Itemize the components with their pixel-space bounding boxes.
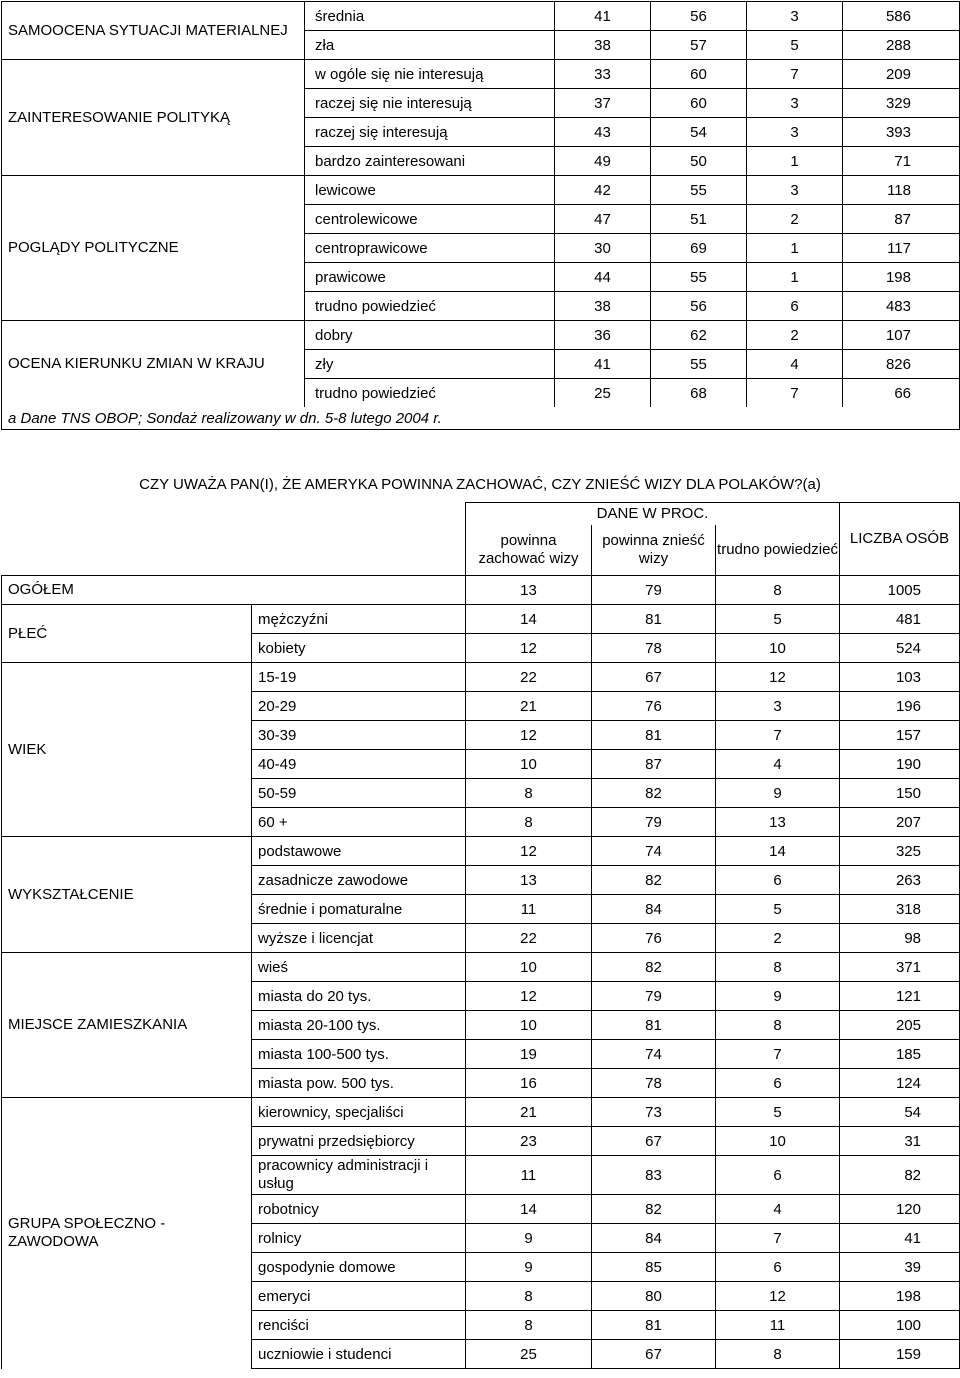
count-cell: 100 <box>840 1311 960 1340</box>
count-cell: 586 <box>843 2 960 31</box>
row-label: emeryci <box>252 1282 466 1311</box>
table-row <box>2 1098 960 1127</box>
count-cell: 198 <box>843 263 960 292</box>
value-cell: 12 <box>466 982 592 1011</box>
value-cell: 8 <box>466 808 592 837</box>
row-label: 15-19 <box>252 663 466 692</box>
value-cell: 56 <box>651 2 747 31</box>
value-cell: 10 <box>466 750 592 779</box>
value-cell: 60 <box>651 60 747 89</box>
value-cell: 10 <box>716 1127 840 1156</box>
count-cell: 209 <box>843 60 960 89</box>
count-cell: 196 <box>840 692 960 721</box>
value-cell: 60 <box>651 89 747 118</box>
value-cell: 85 <box>592 1253 716 1282</box>
value-cell: 3 <box>716 692 840 721</box>
count-cell: 325 <box>840 837 960 866</box>
count-cell: 117 <box>843 234 960 263</box>
value-cell: 62 <box>651 321 747 350</box>
value-cell: 38 <box>555 292 651 321</box>
value-cell: 56 <box>651 292 747 321</box>
value-cell: 9 <box>716 779 840 808</box>
value-cell: 11 <box>466 1156 592 1195</box>
table-row <box>2 60 960 89</box>
table-row <box>2 605 960 634</box>
value-cell: 74 <box>592 837 716 866</box>
value-cell: 47 <box>555 205 651 234</box>
count-cell: 198 <box>840 1282 960 1311</box>
value-cell: 41 <box>555 350 651 379</box>
value-cell: 67 <box>592 1340 716 1369</box>
value-cell: 12 <box>466 634 592 663</box>
count-cell: 1005 <box>840 576 960 605</box>
table-row <box>2 176 960 205</box>
row-label: zły <box>305 350 555 379</box>
category-label: POGLĄDY POLITYCZNE <box>2 176 305 321</box>
value-cell: 14 <box>466 1195 592 1224</box>
value-cell: 7 <box>747 379 843 408</box>
row-label: mężczyźni <box>252 605 466 634</box>
value-cell: 8 <box>466 1311 592 1340</box>
row-label: prywatni przedsiębiorcy <box>252 1127 466 1156</box>
count-cell: 31 <box>840 1127 960 1156</box>
row-label: lewicowe <box>305 176 555 205</box>
footnote-row <box>2 407 960 430</box>
value-cell: 79 <box>592 576 716 605</box>
header-trudno: trudno powiedzieć <box>716 525 840 576</box>
header-group: DANE W PROC. <box>466 503 840 526</box>
value-cell: 22 <box>466 924 592 953</box>
row-label: zła <box>305 31 555 60</box>
count-cell: 393 <box>843 118 960 147</box>
value-cell: 9 <box>716 982 840 1011</box>
row-label: 50-59 <box>252 779 466 808</box>
count-cell: 185 <box>840 1040 960 1069</box>
category-label: GRUPA SPOŁECZNO - ZAWODOWA <box>2 1098 252 1369</box>
value-cell: 12 <box>466 837 592 866</box>
table-row <box>2 2 960 31</box>
count-cell: 82 <box>840 1156 960 1195</box>
value-cell: 6 <box>716 866 840 895</box>
value-cell: 9 <box>466 1224 592 1253</box>
value-cell: 13 <box>466 576 592 605</box>
row-label: średnie i pomaturalne <box>252 895 466 924</box>
row-label: prawicowe <box>305 263 555 292</box>
category-label: WIEK <box>2 663 252 837</box>
count-cell: 41 <box>840 1224 960 1253</box>
value-cell: 69 <box>651 234 747 263</box>
count-cell: 107 <box>843 321 960 350</box>
row-label: 30-39 <box>252 721 466 750</box>
value-cell: 87 <box>592 750 716 779</box>
value-cell: 21 <box>466 692 592 721</box>
value-cell: 11 <box>716 1311 840 1340</box>
value-cell: 84 <box>592 1224 716 1253</box>
value-cell: 55 <box>651 176 747 205</box>
value-cell: 2 <box>747 321 843 350</box>
footnote: a Dane TNS OBOP; Sondaż realizowany w dn. 5-8 lutego 2004 r. <box>2 407 960 430</box>
value-cell: 8 <box>466 779 592 808</box>
value-cell: 41 <box>555 2 651 31</box>
category-label: OCENA KIERUNKU ZMIAN W KRAJU <box>2 321 305 408</box>
value-cell: 76 <box>592 924 716 953</box>
value-cell: 82 <box>592 779 716 808</box>
row-label: trudno powiedzieć <box>305 292 555 321</box>
value-cell: 13 <box>716 808 840 837</box>
value-cell: 1 <box>747 263 843 292</box>
value-cell: 80 <box>592 1282 716 1311</box>
value-cell: 78 <box>592 1069 716 1098</box>
value-cell: 6 <box>716 1156 840 1195</box>
count-cell: 39 <box>840 1253 960 1282</box>
count-cell: 103 <box>840 663 960 692</box>
value-cell: 3 <box>747 118 843 147</box>
value-cell: 12 <box>716 663 840 692</box>
value-cell: 4 <box>747 350 843 379</box>
table-row <box>2 576 960 605</box>
value-cell: 8 <box>716 576 840 605</box>
value-cell: 76 <box>592 692 716 721</box>
header-liczba: LICZBA OSÓB <box>840 503 960 576</box>
row-label: wieś <box>252 953 466 982</box>
value-cell: 5 <box>716 1098 840 1127</box>
count-cell: 205 <box>840 1011 960 1040</box>
value-cell: 6 <box>747 292 843 321</box>
value-cell: 79 <box>592 982 716 1011</box>
count-cell: 54 <box>840 1098 960 1127</box>
value-cell: 57 <box>651 31 747 60</box>
value-cell: 10 <box>466 953 592 982</box>
value-cell: 74 <box>592 1040 716 1069</box>
value-cell: 7 <box>716 1224 840 1253</box>
value-cell: 14 <box>466 605 592 634</box>
row-label: dobry <box>305 321 555 350</box>
table-row <box>2 663 960 692</box>
table-title: CZY UWAŻA PAN(I), ŻE AMERYKA POWINNA ZACHOWAĆ, CZY ZNIEŚĆ WIZY DLA POLAKÓW?(a) <box>139 476 821 493</box>
count-cell: 87 <box>843 205 960 234</box>
row-label: wyższe i licencjat <box>252 924 466 953</box>
category-label: ZAINTERESOWANIE POLITYKĄ <box>2 60 305 176</box>
value-cell: 37 <box>555 89 651 118</box>
value-cell: 25 <box>466 1340 592 1369</box>
value-cell: 8 <box>716 953 840 982</box>
row-label: raczej się interesują <box>305 118 555 147</box>
row-label: w ogóle się nie interesują <box>305 60 555 89</box>
value-cell: 68 <box>651 379 747 408</box>
value-cell: 6 <box>716 1069 840 1098</box>
value-cell: 5 <box>716 895 840 924</box>
value-cell: 16 <box>466 1069 592 1098</box>
value-cell: 42 <box>555 176 651 205</box>
category-label: PŁEĆ <box>2 605 252 663</box>
value-cell: 12 <box>716 1282 840 1311</box>
count-cell: 524 <box>840 634 960 663</box>
count-cell: 207 <box>840 808 960 837</box>
row-label: pracownicy administracji i usług <box>252 1156 466 1195</box>
value-cell: 25 <box>555 379 651 408</box>
row-label: trudno powiedzieć <box>305 379 555 408</box>
count-cell: 288 <box>843 31 960 60</box>
value-cell: 78 <box>592 634 716 663</box>
value-cell: 6 <box>716 1253 840 1282</box>
value-cell: 7 <box>716 721 840 750</box>
count-cell: 98 <box>840 924 960 953</box>
value-cell: 51 <box>651 205 747 234</box>
row-label: kierownicy, specjaliści <box>252 1098 466 1127</box>
value-cell: 7 <box>716 1040 840 1069</box>
count-cell: 71 <box>843 147 960 176</box>
count-cell: 263 <box>840 866 960 895</box>
count-cell: 159 <box>840 1340 960 1369</box>
count-cell: 481 <box>840 605 960 634</box>
count-cell: 371 <box>840 953 960 982</box>
value-cell: 81 <box>592 1311 716 1340</box>
value-cell: 83 <box>592 1156 716 1195</box>
value-cell: 49 <box>555 147 651 176</box>
value-cell: 19 <box>466 1040 592 1069</box>
value-cell: 2 <box>716 924 840 953</box>
count-cell: 66 <box>843 379 960 408</box>
count-cell: 121 <box>840 982 960 1011</box>
row-label: miasta pow. 500 tys. <box>252 1069 466 1098</box>
count-cell: 329 <box>843 89 960 118</box>
value-cell: 3 <box>747 2 843 31</box>
value-cell: 8 <box>466 1282 592 1311</box>
value-cell: 8 <box>716 1340 840 1369</box>
value-cell: 7 <box>747 60 843 89</box>
value-cell: 12 <box>466 721 592 750</box>
value-cell: 50 <box>651 147 747 176</box>
category-label: OGÓŁEM <box>2 576 466 605</box>
row-label: raczej się nie interesują <box>305 89 555 118</box>
value-cell: 36 <box>555 321 651 350</box>
header-zachowac: powinna zachować wizy <box>466 525 592 576</box>
value-cell: 5 <box>716 605 840 634</box>
row-label: kobiety <box>252 634 466 663</box>
value-cell: 82 <box>592 1195 716 1224</box>
row-label: bardzo zainteresowani <box>305 147 555 176</box>
row-label: miasta 20-100 tys. <box>252 1011 466 1040</box>
value-cell: 21 <box>466 1098 592 1127</box>
header-zniesc: powinna znieść wizy <box>592 525 716 576</box>
row-label: gospodynie domowe <box>252 1253 466 1282</box>
category-label: WYKSZTAŁCENIE <box>2 837 252 953</box>
row-label: centroprawicowe <box>305 234 555 263</box>
value-cell: 82 <box>592 953 716 982</box>
value-cell: 4 <box>716 1195 840 1224</box>
value-cell: 1 <box>747 147 843 176</box>
header-group-row <box>2 503 960 526</box>
value-cell: 54 <box>651 118 747 147</box>
value-cell: 67 <box>592 1127 716 1156</box>
row-label: uczniowie i studenci <box>252 1340 466 1369</box>
row-label: 40-49 <box>252 750 466 779</box>
row-label: 20-29 <box>252 692 466 721</box>
value-cell: 3 <box>747 89 843 118</box>
value-cell: 3 <box>747 176 843 205</box>
value-cell: 81 <box>592 721 716 750</box>
count-cell: 118 <box>843 176 960 205</box>
row-label: podstawowe <box>252 837 466 866</box>
value-cell: 8 <box>716 1011 840 1040</box>
row-label: rolnicy <box>252 1224 466 1253</box>
count-cell: 190 <box>840 750 960 779</box>
value-cell: 4 <box>716 750 840 779</box>
row-label: centrolewicowe <box>305 205 555 234</box>
value-cell: 5 <box>747 31 843 60</box>
value-cell: 13 <box>466 866 592 895</box>
value-cell: 14 <box>716 837 840 866</box>
row-label: robotnicy <box>252 1195 466 1224</box>
category-label: MIEJSCE ZAMIESZKANIA <box>2 953 252 1098</box>
value-cell: 55 <box>651 263 747 292</box>
value-cell: 23 <box>466 1127 592 1156</box>
value-cell: 67 <box>592 663 716 692</box>
table-row <box>2 837 960 866</box>
value-cell: 73 <box>592 1098 716 1127</box>
value-cell: 9 <box>466 1253 592 1282</box>
value-cell: 81 <box>592 605 716 634</box>
count-cell: 826 <box>843 350 960 379</box>
table-visas <box>1 502 960 1369</box>
count-cell: 318 <box>840 895 960 924</box>
value-cell: 11 <box>466 895 592 924</box>
row-label: miasta 100-500 tys. <box>252 1040 466 1069</box>
value-cell: 84 <box>592 895 716 924</box>
value-cell: 55 <box>651 350 747 379</box>
value-cell: 79 <box>592 808 716 837</box>
count-cell: 157 <box>840 721 960 750</box>
value-cell: 1 <box>747 234 843 263</box>
count-cell: 124 <box>840 1069 960 1098</box>
table-row <box>2 953 960 982</box>
count-cell: 150 <box>840 779 960 808</box>
table-top <box>1 1 960 430</box>
value-cell: 2 <box>747 205 843 234</box>
row-label: średnia <box>305 2 555 31</box>
row-label: zasadnicze zawodowe <box>252 866 466 895</box>
value-cell: 22 <box>466 663 592 692</box>
row-label: renciści <box>252 1311 466 1340</box>
category-label: SAMOOCENA SYTUACJI MATERIALNEJ <box>2 2 305 60</box>
value-cell: 44 <box>555 263 651 292</box>
value-cell: 43 <box>555 118 651 147</box>
row-label: 60 + <box>252 808 466 837</box>
count-cell: 120 <box>840 1195 960 1224</box>
value-cell: 81 <box>592 1011 716 1040</box>
count-cell: 483 <box>843 292 960 321</box>
value-cell: 30 <box>555 234 651 263</box>
value-cell: 38 <box>555 31 651 60</box>
table-row <box>2 321 960 350</box>
row-label: miasta do 20 tys. <box>252 982 466 1011</box>
value-cell: 10 <box>716 634 840 663</box>
value-cell: 33 <box>555 60 651 89</box>
value-cell: 10 <box>466 1011 592 1040</box>
value-cell: 82 <box>592 866 716 895</box>
